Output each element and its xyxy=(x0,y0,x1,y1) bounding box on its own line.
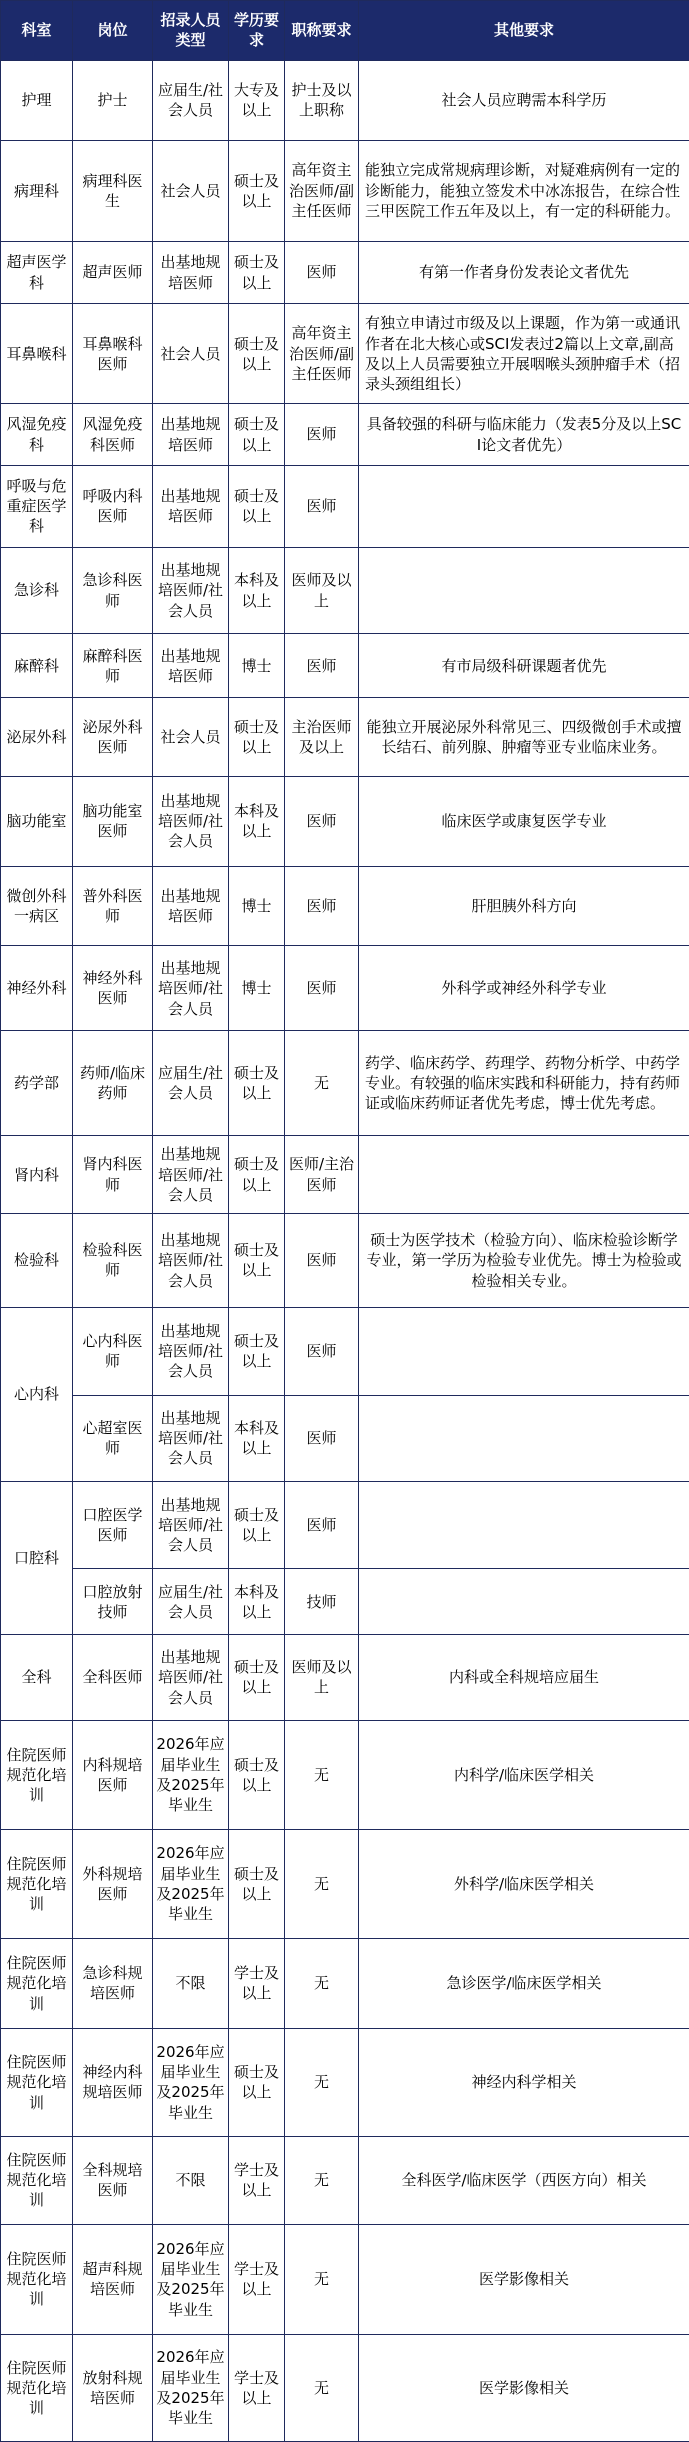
other-cell: 能独立开展泌尿外科常见三、四级微创手术或擅长结石、前列腺、肿瘤等亚专业临床业务。 xyxy=(359,698,689,777)
header-title: 职称要求 xyxy=(285,1,359,61)
dept-cell: 耳鼻喉科 xyxy=(1,304,73,404)
table-row xyxy=(1,866,689,946)
position-cell: 外科规培医师 xyxy=(73,1829,153,1938)
recruit-type-cell: 社会人员 xyxy=(153,140,229,241)
other-cell: 有独立申请过市级及以上课题，作为第一或通讯作者在北大核心或SCI发表过2篇以上文章,副高及以上人员需要独立开展咽喉头颈肿瘤手术（招录头颈组组长） xyxy=(359,304,689,404)
education-cell: 博士 xyxy=(229,866,285,946)
title-cell: 无 xyxy=(285,2028,359,2136)
position-cell: 药师/临床药师 xyxy=(73,1031,153,1136)
education-cell: 本科及以上 xyxy=(229,547,285,634)
recruit-type-cell: 出基地规培医师 xyxy=(153,634,229,698)
other-cell: 医学影像相关 xyxy=(359,2334,689,2441)
title-cell: 医师 xyxy=(285,776,359,866)
recruit-type-cell: 出基地规培医师/社会人员 xyxy=(153,776,229,866)
table-row xyxy=(1,1136,689,1214)
recruit-type-cell: 2026年应届毕业生及2025年毕业生 xyxy=(153,1829,229,1938)
dept-cell: 检验科 xyxy=(1,1214,73,1308)
table-row xyxy=(1,1829,689,1938)
recruit-type-cell: 2026年应届毕业生及2025年毕业生 xyxy=(153,2334,229,2441)
title-cell: 医师 xyxy=(285,1214,359,1308)
header-education: 学历要求 xyxy=(229,1,285,61)
other-cell xyxy=(359,1395,689,1481)
table-row xyxy=(1,634,689,698)
other-cell: 有第一作者身份发表论文者优先 xyxy=(359,241,689,304)
recruit-type-cell: 2026年应届毕业生及2025年毕业生 xyxy=(153,2224,229,2334)
title-cell: 医师 xyxy=(285,404,359,466)
recruit-type-cell: 出基地规培医师/社会人员 xyxy=(153,946,229,1031)
other-cell xyxy=(359,1569,689,1635)
position-cell: 检验科医师 xyxy=(73,1214,153,1308)
table-row xyxy=(1,2224,689,2334)
recruit-type-cell: 应届生/社会人员 xyxy=(153,61,229,141)
education-cell: 大专及以上 xyxy=(229,61,285,141)
title-cell: 医师 xyxy=(285,1481,359,1569)
title-cell: 无 xyxy=(285,1829,359,1938)
education-cell: 硕士及以上 xyxy=(229,698,285,777)
dept-cell: 急诊科 xyxy=(1,547,73,634)
other-cell: 医学影像相关 xyxy=(359,2224,689,2334)
other-cell xyxy=(359,1136,689,1214)
education-cell: 硕士及以上 xyxy=(229,1635,285,1721)
education-cell: 硕士及以上 xyxy=(229,404,285,466)
other-cell: 社会人员应聘需本科学历 xyxy=(359,61,689,141)
recruit-type-cell: 出基地规培医师/社会人员 xyxy=(153,1635,229,1721)
dept-cell: 呼吸与危重症医学科 xyxy=(1,465,73,547)
position-cell: 泌尿外科医师 xyxy=(73,698,153,777)
recruit-type-cell: 2026年应届毕业生及2025年毕业生 xyxy=(153,2028,229,2136)
title-cell: 无 xyxy=(285,1720,359,1829)
dept-cell: 住院医师规范化培训 xyxy=(1,1829,73,1938)
position-cell: 护士 xyxy=(73,61,153,141)
education-cell: 硕士及以上 xyxy=(229,1214,285,1308)
education-cell: 硕士及以上 xyxy=(229,241,285,304)
table-row xyxy=(1,776,689,866)
table-row xyxy=(1,1569,689,1635)
header-row xyxy=(1,1,689,61)
table-row xyxy=(1,1481,689,1569)
position-cell: 耳鼻喉科医师 xyxy=(73,304,153,404)
other-cell: 内科学/临床医学相关 xyxy=(359,1720,689,1829)
recruit-type-cell: 出基地规培医师 xyxy=(153,465,229,547)
title-cell: 医师/主治医师 xyxy=(285,1136,359,1214)
education-cell: 学士及以上 xyxy=(229,2224,285,2334)
header-other: 其他要求 xyxy=(359,1,689,61)
dept-cell: 全科 xyxy=(1,1635,73,1721)
education-cell: 硕士及以上 xyxy=(229,2028,285,2136)
other-cell xyxy=(359,1481,689,1569)
other-cell: 能独立完成常规病理诊断，对疑难病例有一定的诊断能力，能独立签发术中冰冻报告，在综合性三甲医院工作五年及以上，有一定的科研能力。 xyxy=(359,140,689,241)
table-row xyxy=(1,465,689,547)
education-cell: 硕士及以上 xyxy=(229,1307,285,1395)
other-cell: 外科学或神经外科学专业 xyxy=(359,946,689,1031)
table-row xyxy=(1,2334,689,2441)
education-cell: 博士 xyxy=(229,634,285,698)
education-cell: 学士及以上 xyxy=(229,2136,285,2224)
recruit-type-cell: 出基地规培医师 xyxy=(153,866,229,946)
table-row xyxy=(1,946,689,1031)
recruit-type-cell: 出基地规培医师/社会人员 xyxy=(153,1307,229,1395)
position-cell: 放射科规培医师 xyxy=(73,2334,153,2441)
education-cell: 硕士及以上 xyxy=(229,465,285,547)
recruit-type-cell: 出基地规培医师/社会人员 xyxy=(153,547,229,634)
recruit-type-cell: 社会人员 xyxy=(153,698,229,777)
position-cell: 普外科医师 xyxy=(73,866,153,946)
education-cell: 硕士及以上 xyxy=(229,1136,285,1214)
header-position: 岗位 xyxy=(73,1,153,61)
table-row xyxy=(1,304,689,404)
recruit-type-cell: 不限 xyxy=(153,1939,229,2029)
dept-cell: 肾内科 xyxy=(1,1136,73,1214)
education-cell: 学士及以上 xyxy=(229,2334,285,2441)
other-cell: 具备较强的科研与临床能力（发表5分及以上SCI论文者优先） xyxy=(359,404,689,466)
dept-cell: 药学部 xyxy=(1,1031,73,1136)
position-cell: 口腔医学医师 xyxy=(73,1481,153,1569)
position-cell: 超声医师 xyxy=(73,241,153,304)
title-cell: 医师 xyxy=(285,1307,359,1395)
title-cell: 护士及以上职称 xyxy=(285,61,359,141)
table-row xyxy=(1,140,689,241)
other-cell: 全科医学/临床医学（西医方向）相关 xyxy=(359,2136,689,2224)
position-cell: 麻醉科医师 xyxy=(73,634,153,698)
position-cell: 呼吸内科医师 xyxy=(73,465,153,547)
position-cell: 超声科规培医师 xyxy=(73,2224,153,2334)
position-cell: 神经内科规培医师 xyxy=(73,2028,153,2136)
position-cell: 心超室医师 xyxy=(73,1395,153,1481)
title-cell: 技师 xyxy=(285,1569,359,1635)
dept-cell: 超声医学科 xyxy=(1,241,73,304)
dept-cell: 住院医师规范化培训 xyxy=(1,2224,73,2334)
position-cell: 风湿免疫科医师 xyxy=(73,404,153,466)
other-cell xyxy=(359,547,689,634)
table-row xyxy=(1,547,689,634)
table-row xyxy=(1,1635,689,1721)
other-cell: 临床医学或康复医学专业 xyxy=(359,776,689,866)
other-cell: 药学、临床药学、药理学、药物分析学、中药学专业。有较强的临床实践和科研能力，持有药师证或临床药师证者优先考虑，博士优先考虑。 xyxy=(359,1031,689,1136)
title-cell: 无 xyxy=(285,2136,359,2224)
dept-cell: 微创外科一病区 xyxy=(1,866,73,946)
recruit-type-cell: 出基地规培医师 xyxy=(153,404,229,466)
education-cell: 硕士及以上 xyxy=(229,140,285,241)
header-recruit-type: 招录人员类型 xyxy=(153,1,229,61)
recruit-type-cell: 出基地规培医师 xyxy=(153,241,229,304)
title-cell: 医师及以上 xyxy=(285,1635,359,1721)
recruit-type-cell: 出基地规培医师/社会人员 xyxy=(153,1136,229,1214)
dept-cell: 泌尿外科 xyxy=(1,698,73,777)
position-cell: 神经外科医师 xyxy=(73,946,153,1031)
title-cell: 医师 xyxy=(285,241,359,304)
dept-cell: 脑功能室 xyxy=(1,776,73,866)
education-cell: 学士及以上 xyxy=(229,1939,285,2029)
recruit-type-cell: 出基地规培医师/社会人员 xyxy=(153,1395,229,1481)
position-cell: 脑功能室医师 xyxy=(73,776,153,866)
dept-cell: 神经外科 xyxy=(1,946,73,1031)
recruit-type-cell: 应届生/社会人员 xyxy=(153,1569,229,1635)
other-cell: 外科学/临床医学相关 xyxy=(359,1829,689,1938)
education-cell: 本科及以上 xyxy=(229,1395,285,1481)
table-row xyxy=(1,1031,689,1136)
other-cell: 急诊医学/临床医学相关 xyxy=(359,1939,689,2029)
table-row xyxy=(1,1939,689,2029)
title-cell: 医师及以上 xyxy=(285,547,359,634)
title-cell: 高年资主治医师/副主任医师 xyxy=(285,140,359,241)
title-cell: 医师 xyxy=(285,866,359,946)
other-cell: 内科或全科规培应届生 xyxy=(359,1635,689,1721)
education-cell: 本科及以上 xyxy=(229,1569,285,1635)
dept-cell: 住院医师规范化培训 xyxy=(1,2028,73,2136)
education-cell: 硕士及以上 xyxy=(229,304,285,404)
education-cell: 硕士及以上 xyxy=(229,1031,285,1136)
dept-cell: 住院医师规范化培训 xyxy=(1,1720,73,1829)
dept-cell: 住院医师规范化培训 xyxy=(1,2334,73,2441)
position-cell: 全科医师 xyxy=(73,1635,153,1721)
title-cell: 无 xyxy=(285,1031,359,1136)
title-cell: 医师 xyxy=(285,465,359,547)
position-cell: 病理科医生 xyxy=(73,140,153,241)
title-cell: 高年资主治医师/副主任医师 xyxy=(285,304,359,404)
title-cell: 主治医师及以上 xyxy=(285,698,359,777)
header-dept: 科室 xyxy=(1,1,73,61)
dept-cell: 住院医师规范化培训 xyxy=(1,1939,73,2029)
other-cell: 有市局级科研课题者优先 xyxy=(359,634,689,698)
education-cell: 博士 xyxy=(229,946,285,1031)
other-cell xyxy=(359,1307,689,1395)
table-row xyxy=(1,241,689,304)
title-cell: 医师 xyxy=(285,1395,359,1481)
table-row xyxy=(1,1307,689,1395)
title-cell: 无 xyxy=(285,2334,359,2441)
dept-cell: 口腔科 xyxy=(1,1481,73,1634)
table-row xyxy=(1,1720,689,1829)
other-cell xyxy=(359,465,689,547)
recruit-type-cell: 出基地规培医师/社会人员 xyxy=(153,1214,229,1308)
title-cell: 无 xyxy=(285,1939,359,2029)
position-cell: 心内科医师 xyxy=(73,1307,153,1395)
table-row xyxy=(1,61,689,141)
other-cell: 肝胆胰外科方向 xyxy=(359,866,689,946)
dept-cell: 心内科 xyxy=(1,1307,73,1481)
title-cell: 医师 xyxy=(285,634,359,698)
recruit-type-cell: 应届生/社会人员 xyxy=(153,1031,229,1136)
dept-cell: 住院医师规范化培训 xyxy=(1,2136,73,2224)
position-cell: 肾内科医师 xyxy=(73,1136,153,1214)
title-cell: 无 xyxy=(285,2224,359,2334)
position-cell: 急诊科规培医师 xyxy=(73,1939,153,2029)
dept-cell: 护理 xyxy=(1,61,73,141)
education-cell: 硕士及以上 xyxy=(229,1720,285,1829)
education-cell: 本科及以上 xyxy=(229,776,285,866)
other-cell: 硕士为医学技术（检验方向）、临床检验诊断学专业，第一学历为检验专业优先。博士为检验或检验相关专业。 xyxy=(359,1214,689,1308)
table-row xyxy=(1,404,689,466)
dept-cell: 病理科 xyxy=(1,140,73,241)
recruit-type-cell: 出基地规培医师/社会人员 xyxy=(153,1481,229,1569)
dept-cell: 风湿免疫科 xyxy=(1,404,73,466)
education-cell: 硕士及以上 xyxy=(229,1829,285,1938)
table-row xyxy=(1,698,689,777)
recruit-type-cell: 不限 xyxy=(153,2136,229,2224)
dept-cell: 麻醉科 xyxy=(1,634,73,698)
position-cell: 口腔放射技师 xyxy=(73,1569,153,1635)
position-cell: 全科规培医师 xyxy=(73,2136,153,2224)
title-cell: 医师 xyxy=(285,946,359,1031)
other-cell: 神经内科学相关 xyxy=(359,2028,689,2136)
table-row xyxy=(1,1214,689,1308)
table-row xyxy=(1,2028,689,2136)
education-cell: 硕士及以上 xyxy=(229,1481,285,1569)
recruit-type-cell: 2026年应届毕业生及2025年毕业生 xyxy=(153,1720,229,1829)
position-cell: 急诊科医师 xyxy=(73,547,153,634)
table-row xyxy=(1,2136,689,2224)
recruit-type-cell: 社会人员 xyxy=(153,304,229,404)
table-row xyxy=(1,1395,689,1481)
position-cell: 内科规培医师 xyxy=(73,1720,153,1829)
